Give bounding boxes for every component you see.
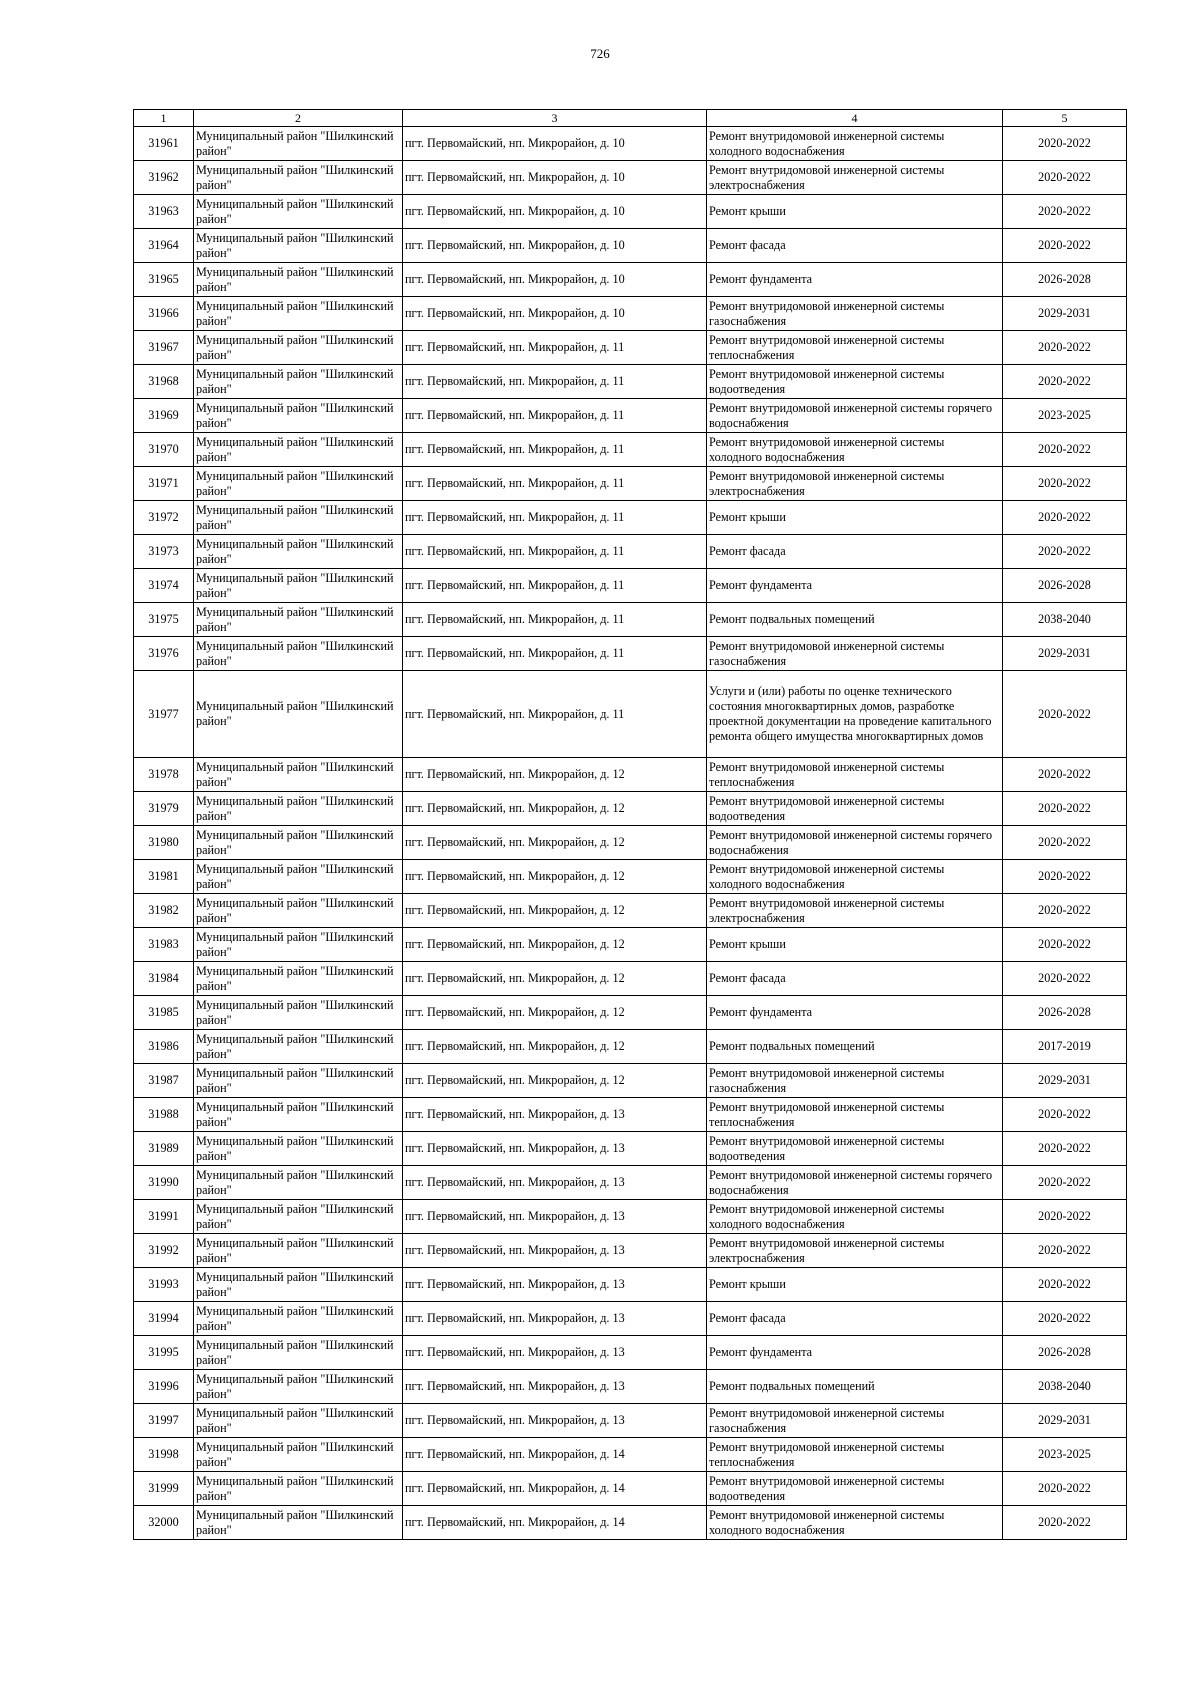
row-number: 31996 bbox=[134, 1370, 194, 1404]
work-type-cell: Ремонт внутридомовой инженерной системы горячего водоснабжения bbox=[707, 399, 1003, 433]
row-number: 31968 bbox=[134, 365, 194, 399]
address-cell: пгт. Первомайский, нп. Микрорайон, д. 10 bbox=[403, 263, 707, 297]
row-number: 31976 bbox=[134, 637, 194, 671]
period-cell: 2029-2031 bbox=[1003, 1064, 1127, 1098]
row-number: 31971 bbox=[134, 467, 194, 501]
address-cell: пгт. Первомайский, нп. Микрорайон, д. 11 bbox=[403, 433, 707, 467]
table-row bbox=[134, 1404, 1127, 1438]
row-number: 31999 bbox=[134, 1472, 194, 1506]
municipality-cell: Муниципальный район "Шилкинский район" bbox=[194, 826, 403, 860]
address-cell: пгт. Первомайский, нп. Микрорайон, д. 12 bbox=[403, 928, 707, 962]
row-number: 31962 bbox=[134, 161, 194, 195]
period-cell: 2026-2028 bbox=[1003, 569, 1127, 603]
period-cell: 2026-2028 bbox=[1003, 1336, 1127, 1370]
row-number: 31964 bbox=[134, 229, 194, 263]
row-number: 31985 bbox=[134, 996, 194, 1030]
table-row bbox=[134, 996, 1127, 1030]
municipality-cell: Муниципальный район "Шилкинский район" bbox=[194, 996, 403, 1030]
address-cell: пгт. Первомайский, нп. Микрорайон, д. 13 bbox=[403, 1336, 707, 1370]
municipality-cell: Муниципальный район "Шилкинский район" bbox=[194, 1268, 403, 1302]
page-number: 726 bbox=[590, 46, 610, 61]
address-cell: пгт. Первомайский, нп. Микрорайон, д. 11 bbox=[403, 467, 707, 501]
table-row bbox=[134, 792, 1127, 826]
period-cell: 2029-2031 bbox=[1003, 637, 1127, 671]
row-number: 31970 bbox=[134, 433, 194, 467]
work-type-cell: Ремонт внутридомовой инженерной системы холодного водоснабжения bbox=[707, 127, 1003, 161]
period-cell: 2017-2019 bbox=[1003, 1030, 1127, 1064]
table-row bbox=[134, 1166, 1127, 1200]
table-body bbox=[134, 127, 1127, 1540]
table-row bbox=[134, 894, 1127, 928]
municipality-cell: Муниципальный район "Шилкинский район" bbox=[194, 365, 403, 399]
row-number: 31984 bbox=[134, 962, 194, 996]
row-number: 31988 bbox=[134, 1098, 194, 1132]
work-type-cell: Ремонт внутридомовой инженерной системы газоснабжения bbox=[707, 1404, 1003, 1438]
row-number: 31981 bbox=[134, 860, 194, 894]
municipality-cell: Муниципальный район "Шилкинский район" bbox=[194, 928, 403, 962]
table-row bbox=[134, 297, 1127, 331]
row-number: 31975 bbox=[134, 603, 194, 637]
row-number: 31972 bbox=[134, 501, 194, 535]
work-type-cell: Ремонт внутридомовой инженерной системы теплоснабжения bbox=[707, 331, 1003, 365]
period-cell: 2020-2022 bbox=[1003, 1302, 1127, 1336]
municipality-cell: Муниципальный район "Шилкинский район" bbox=[194, 535, 403, 569]
row-number: 31967 bbox=[134, 331, 194, 365]
work-type-cell: Ремонт крыши bbox=[707, 1268, 1003, 1302]
period-cell: 2020-2022 bbox=[1003, 826, 1127, 860]
municipality-cell: Муниципальный район "Шилкинский район" bbox=[194, 671, 403, 758]
address-cell: пгт. Первомайский, нп. Микрорайон, д. 11 bbox=[403, 501, 707, 535]
repair-schedule-table bbox=[133, 109, 1127, 1540]
table-row bbox=[134, 1030, 1127, 1064]
row-number: 31987 bbox=[134, 1064, 194, 1098]
address-cell: пгт. Первомайский, нп. Микрорайон, д. 12 bbox=[403, 826, 707, 860]
table-row bbox=[134, 535, 1127, 569]
table-row bbox=[134, 962, 1127, 996]
period-cell: 2020-2022 bbox=[1003, 229, 1127, 263]
address-cell: пгт. Первомайский, нп. Микрорайон, д. 12 bbox=[403, 962, 707, 996]
period-cell: 2023-2025 bbox=[1003, 1438, 1127, 1472]
column-header-3: 3 bbox=[403, 110, 707, 127]
address-cell: пгт. Первомайский, нп. Микрорайон, д. 12 bbox=[403, 1030, 707, 1064]
column-header-2: 2 bbox=[194, 110, 403, 127]
work-type-cell: Ремонт внутридомовой инженерной системы электроснабжения bbox=[707, 467, 1003, 501]
table-row bbox=[134, 127, 1127, 161]
table-row bbox=[134, 1098, 1127, 1132]
work-type-cell: Ремонт внутридомовой инженерной системы электроснабжения bbox=[707, 1234, 1003, 1268]
address-cell: пгт. Первомайский, нп. Микрорайон, д. 13 bbox=[403, 1404, 707, 1438]
municipality-cell: Муниципальный район "Шилкинский район" bbox=[194, 331, 403, 365]
address-cell: пгт. Первомайский, нп. Микрорайон, д. 13 bbox=[403, 1268, 707, 1302]
period-cell: 2020-2022 bbox=[1003, 1472, 1127, 1506]
municipality-cell: Муниципальный район "Шилкинский район" bbox=[194, 161, 403, 195]
address-cell: пгт. Первомайский, нп. Микрорайон, д. 10 bbox=[403, 127, 707, 161]
period-cell: 2020-2022 bbox=[1003, 127, 1127, 161]
work-type-cell: Ремонт фасада bbox=[707, 229, 1003, 263]
municipality-cell: Муниципальный район "Шилкинский район" bbox=[194, 1030, 403, 1064]
work-type-cell: Ремонт внутридомовой инженерной системы водоотведения bbox=[707, 365, 1003, 399]
period-cell: 2038-2040 bbox=[1003, 1370, 1127, 1404]
period-cell: 2020-2022 bbox=[1003, 962, 1127, 996]
address-cell: пгт. Первомайский, нп. Микрорайон, д. 12 bbox=[403, 996, 707, 1030]
column-header-1: 1 bbox=[134, 110, 194, 127]
address-cell: пгт. Первомайский, нп. Микрорайон, д. 11 bbox=[403, 365, 707, 399]
period-cell: 2020-2022 bbox=[1003, 365, 1127, 399]
table-row bbox=[134, 1064, 1127, 1098]
work-type-cell: Ремонт внутридомовой инженерной системы газоснабжения bbox=[707, 1064, 1003, 1098]
table-row bbox=[134, 928, 1127, 962]
work-type-cell: Ремонт внутридомовой инженерной системы теплоснабжения bbox=[707, 1098, 1003, 1132]
table-row bbox=[134, 1132, 1127, 1166]
municipality-cell: Муниципальный район "Шилкинский район" bbox=[194, 501, 403, 535]
row-number: 31995 bbox=[134, 1336, 194, 1370]
row-number: 31991 bbox=[134, 1200, 194, 1234]
period-cell: 2020-2022 bbox=[1003, 894, 1127, 928]
period-cell: 2020-2022 bbox=[1003, 758, 1127, 792]
municipality-cell: Муниципальный район "Шилкинский район" bbox=[194, 894, 403, 928]
period-cell: 2038-2040 bbox=[1003, 603, 1127, 637]
municipality-cell: Муниципальный район "Шилкинский район" bbox=[194, 962, 403, 996]
row-number: 31977 bbox=[134, 671, 194, 758]
period-cell: 2020-2022 bbox=[1003, 331, 1127, 365]
municipality-cell: Муниципальный район "Шилкинский район" bbox=[194, 399, 403, 433]
address-cell: пгт. Первомайский, нп. Микрорайон, д. 11 bbox=[403, 399, 707, 433]
row-number: 31979 bbox=[134, 792, 194, 826]
municipality-cell: Муниципальный район "Шилкинский район" bbox=[194, 1166, 403, 1200]
table-row bbox=[134, 860, 1127, 894]
table-row bbox=[134, 637, 1127, 671]
work-type-cell: Ремонт подвальных помещений bbox=[707, 1370, 1003, 1404]
address-cell: пгт. Первомайский, нп. Микрорайон, д. 14 bbox=[403, 1438, 707, 1472]
table-row bbox=[134, 758, 1127, 792]
address-cell: пгт. Первомайский, нп. Микрорайон, д. 14 bbox=[403, 1506, 707, 1540]
work-type-cell: Ремонт внутридомовой инженерной системы холодного водоснабжения bbox=[707, 1506, 1003, 1540]
row-number: 31997 bbox=[134, 1404, 194, 1438]
row-number: 31989 bbox=[134, 1132, 194, 1166]
municipality-cell: Муниципальный район "Шилкинский район" bbox=[194, 1132, 403, 1166]
municipality-cell: Муниципальный район "Шилкинский район" bbox=[194, 758, 403, 792]
row-number: 31983 bbox=[134, 928, 194, 962]
period-cell: 2020-2022 bbox=[1003, 161, 1127, 195]
period-cell: 2020-2022 bbox=[1003, 433, 1127, 467]
work-type-cell: Ремонт внутридомовой инженерной системы водоотведения bbox=[707, 1132, 1003, 1166]
address-cell: пгт. Первомайский, нп. Микрорайон, д. 11 bbox=[403, 603, 707, 637]
row-number: 31980 bbox=[134, 826, 194, 860]
work-type-cell: Ремонт фасада bbox=[707, 1302, 1003, 1336]
table-row bbox=[134, 826, 1127, 860]
work-type-cell: Ремонт внутридомовой инженерной системы горячего водоснабжения bbox=[707, 1166, 1003, 1200]
table-row bbox=[134, 501, 1127, 535]
period-cell: 2020-2022 bbox=[1003, 671, 1127, 758]
row-number: 31973 bbox=[134, 535, 194, 569]
work-type-cell: Ремонт фасада bbox=[707, 962, 1003, 996]
period-cell: 2020-2022 bbox=[1003, 1166, 1127, 1200]
row-number: 31990 bbox=[134, 1166, 194, 1200]
municipality-cell: Муниципальный район "Шилкинский район" bbox=[194, 1438, 403, 1472]
address-cell: пгт. Первомайский, нп. Микрорайон, д. 11 bbox=[403, 331, 707, 365]
row-number: 31992 bbox=[134, 1234, 194, 1268]
work-type-cell: Ремонт внутридомовой инженерной системы водоотведения bbox=[707, 792, 1003, 826]
municipality-cell: Муниципальный район "Шилкинский район" bbox=[194, 297, 403, 331]
municipality-cell: Муниципальный район "Шилкинский район" bbox=[194, 1336, 403, 1370]
table-row bbox=[134, 1200, 1127, 1234]
address-cell: пгт. Первомайский, нп. Микрорайон, д. 11 bbox=[403, 569, 707, 603]
period-cell: 2023-2025 bbox=[1003, 399, 1127, 433]
period-cell: 2020-2022 bbox=[1003, 535, 1127, 569]
row-number: 31965 bbox=[134, 263, 194, 297]
table-row bbox=[134, 195, 1127, 229]
period-cell: 2020-2022 bbox=[1003, 467, 1127, 501]
address-cell: пгт. Первомайский, нп. Микрорайон, д. 11 bbox=[403, 535, 707, 569]
period-cell: 2020-2022 bbox=[1003, 1234, 1127, 1268]
address-cell: пгт. Первомайский, нп. Микрорайон, д. 12 bbox=[403, 860, 707, 894]
period-cell: 2029-2031 bbox=[1003, 297, 1127, 331]
municipality-cell: Муниципальный район "Шилкинский район" bbox=[194, 467, 403, 501]
municipality-cell: Муниципальный район "Шилкинский район" bbox=[194, 1098, 403, 1132]
address-cell: пгт. Первомайский, нп. Микрорайон, д. 12 bbox=[403, 1064, 707, 1098]
row-number: 31978 bbox=[134, 758, 194, 792]
row-number: 31969 bbox=[134, 399, 194, 433]
column-header-4: 4 bbox=[707, 110, 1003, 127]
table-row bbox=[134, 1268, 1127, 1302]
period-cell: 2020-2022 bbox=[1003, 1268, 1127, 1302]
period-cell: 2026-2028 bbox=[1003, 996, 1127, 1030]
municipality-cell: Муниципальный район "Шилкинский район" bbox=[194, 1302, 403, 1336]
table-row bbox=[134, 1302, 1127, 1336]
table-row bbox=[134, 671, 1127, 758]
row-number: 31998 bbox=[134, 1438, 194, 1472]
work-type-cell: Ремонт крыши bbox=[707, 501, 1003, 535]
period-cell: 2020-2022 bbox=[1003, 1200, 1127, 1234]
work-type-cell: Ремонт подвальных помещений bbox=[707, 603, 1003, 637]
table-row bbox=[134, 1506, 1127, 1540]
table-row bbox=[134, 161, 1127, 195]
address-cell: пгт. Первомайский, нп. Микрорайон, д. 12 bbox=[403, 894, 707, 928]
municipality-cell: Муниципальный район "Шилкинский район" bbox=[194, 1506, 403, 1540]
work-type-cell: Ремонт крыши bbox=[707, 195, 1003, 229]
period-cell: 2026-2028 bbox=[1003, 263, 1127, 297]
work-type-cell: Ремонт внутридомовой инженерной системы газоснабжения bbox=[707, 297, 1003, 331]
table-row bbox=[134, 433, 1127, 467]
work-type-cell: Ремонт внутридомовой инженерной системы теплоснабжения bbox=[707, 758, 1003, 792]
address-cell: пгт. Первомайский, нп. Микрорайон, д. 14 bbox=[403, 1472, 707, 1506]
table-row bbox=[134, 399, 1127, 433]
address-cell: пгт. Первомайский, нп. Микрорайон, д. 10 bbox=[403, 195, 707, 229]
address-cell: пгт. Первомайский, нп. Микрорайон, д. 10 bbox=[403, 229, 707, 263]
municipality-cell: Муниципальный район "Шилкинский район" bbox=[194, 1472, 403, 1506]
municipality-cell: Муниципальный район "Шилкинский район" bbox=[194, 1370, 403, 1404]
work-type-cell: Ремонт фундамента bbox=[707, 263, 1003, 297]
address-cell: пгт. Первомайский, нп. Микрорайон, д. 13 bbox=[403, 1234, 707, 1268]
address-cell: пгт. Первомайский, нп. Микрорайон, д. 13 bbox=[403, 1166, 707, 1200]
table-row bbox=[134, 1234, 1127, 1268]
row-number: 31986 bbox=[134, 1030, 194, 1064]
address-cell: пгт. Первомайский, нп. Микрорайон, д. 11 bbox=[403, 671, 707, 758]
row-number: 31963 bbox=[134, 195, 194, 229]
work-type-cell: Ремонт внутридомовой инженерной системы холодного водоснабжения bbox=[707, 1200, 1003, 1234]
municipality-cell: Муниципальный район "Шилкинский район" bbox=[194, 1064, 403, 1098]
work-type-cell: Ремонт внутридомовой инженерной системы газоснабжения bbox=[707, 637, 1003, 671]
address-cell: пгт. Первомайский, нп. Микрорайон, д. 13 bbox=[403, 1098, 707, 1132]
municipality-cell: Муниципальный район "Шилкинский район" bbox=[194, 860, 403, 894]
row-number: 31994 bbox=[134, 1302, 194, 1336]
municipality-cell: Муниципальный район "Шилкинский район" bbox=[194, 1234, 403, 1268]
municipality-cell: Муниципальный район "Шилкинский район" bbox=[194, 127, 403, 161]
table-row bbox=[134, 1438, 1127, 1472]
row-number: 31966 bbox=[134, 297, 194, 331]
work-type-cell: Услуги и (или) работы по оценке технического состояния многоквартирных домов, разработке проектной документации на проведение капитального ремонта общего имущества многоквартирных домов bbox=[707, 671, 1003, 758]
work-type-cell: Ремонт внутридомовой инженерной системы холодного водоснабжения bbox=[707, 433, 1003, 467]
header-row bbox=[134, 110, 1127, 127]
period-cell: 2020-2022 bbox=[1003, 195, 1127, 229]
work-type-cell: Ремонт подвальных помещений bbox=[707, 1030, 1003, 1064]
work-type-cell: Ремонт внутридомовой инженерной системы электроснабжения bbox=[707, 161, 1003, 195]
table-row bbox=[134, 331, 1127, 365]
municipality-cell: Муниципальный район "Шилкинский район" bbox=[194, 263, 403, 297]
address-cell: пгт. Первомайский, нп. Микрорайон, д. 13 bbox=[403, 1302, 707, 1336]
table-row bbox=[134, 467, 1127, 501]
period-cell: 2020-2022 bbox=[1003, 792, 1127, 826]
period-cell: 2020-2022 bbox=[1003, 1132, 1127, 1166]
municipality-cell: Муниципальный район "Шилкинский район" bbox=[194, 603, 403, 637]
table-row bbox=[134, 1370, 1127, 1404]
municipality-cell: Муниципальный район "Шилкинский район" bbox=[194, 1404, 403, 1438]
municipality-cell: Муниципальный район "Шилкинский район" bbox=[194, 569, 403, 603]
work-type-cell: Ремонт фасада bbox=[707, 535, 1003, 569]
work-type-cell: Ремонт внутридомовой инженерной системы холодного водоснабжения bbox=[707, 860, 1003, 894]
address-cell: пгт. Первомайский, нп. Микрорайон, д. 13 bbox=[403, 1132, 707, 1166]
address-cell: пгт. Первомайский, нп. Микрорайон, д. 12 bbox=[403, 758, 707, 792]
period-cell: 2020-2022 bbox=[1003, 1098, 1127, 1132]
work-type-cell: Ремонт фундамента bbox=[707, 996, 1003, 1030]
work-type-cell: Ремонт внутридомовой инженерной системы водоотведения bbox=[707, 1472, 1003, 1506]
period-cell: 2020-2022 bbox=[1003, 1506, 1127, 1540]
period-cell: 2020-2022 bbox=[1003, 928, 1127, 962]
work-type-cell: Ремонт фундамента bbox=[707, 1336, 1003, 1370]
period-cell: 2029-2031 bbox=[1003, 1404, 1127, 1438]
period-cell: 2020-2022 bbox=[1003, 501, 1127, 535]
row-number: 31982 bbox=[134, 894, 194, 928]
table-row bbox=[134, 229, 1127, 263]
address-cell: пгт. Первомайский, нп. Микрорайон, д. 11 bbox=[403, 637, 707, 671]
work-type-cell: Ремонт фундамента bbox=[707, 569, 1003, 603]
table-row bbox=[134, 603, 1127, 637]
table-row bbox=[134, 569, 1127, 603]
table-header bbox=[134, 110, 1127, 127]
municipality-cell: Муниципальный район "Шилкинский район" bbox=[194, 1200, 403, 1234]
table-row bbox=[134, 1336, 1127, 1370]
municipality-cell: Муниципальный район "Шилкинский район" bbox=[194, 637, 403, 671]
address-cell: пгт. Первомайский, нп. Микрорайон, д. 10 bbox=[403, 161, 707, 195]
period-cell: 2020-2022 bbox=[1003, 860, 1127, 894]
row-number: 31993 bbox=[134, 1268, 194, 1302]
address-cell: пгт. Первомайский, нп. Микрорайон, д. 13 bbox=[403, 1200, 707, 1234]
work-type-cell: Ремонт крыши bbox=[707, 928, 1003, 962]
municipality-cell: Муниципальный район "Шилкинский район" bbox=[194, 229, 403, 263]
column-header-5: 5 bbox=[1003, 110, 1127, 127]
municipality-cell: Муниципальный район "Шилкинский район" bbox=[194, 792, 403, 826]
address-cell: пгт. Первомайский, нп. Микрорайон, д. 10 bbox=[403, 297, 707, 331]
row-number: 31974 bbox=[134, 569, 194, 603]
municipality-cell: Муниципальный район "Шилкинский район" bbox=[194, 433, 403, 467]
table-row bbox=[134, 263, 1127, 297]
row-number: 32000 bbox=[134, 1506, 194, 1540]
address-cell: пгт. Первомайский, нп. Микрорайон, д. 13 bbox=[403, 1370, 707, 1404]
work-type-cell: Ремонт внутридомовой инженерной системы электроснабжения bbox=[707, 894, 1003, 928]
work-type-cell: Ремонт внутридомовой инженерной системы теплоснабжения bbox=[707, 1438, 1003, 1472]
work-type-cell: Ремонт внутридомовой инженерной системы горячего водоснабжения bbox=[707, 826, 1003, 860]
table-row bbox=[134, 1472, 1127, 1506]
row-number: 31961 bbox=[134, 127, 194, 161]
municipality-cell: Муниципальный район "Шилкинский район" bbox=[194, 195, 403, 229]
table-row bbox=[134, 365, 1127, 399]
address-cell: пгт. Первомайский, нп. Микрорайон, д. 12 bbox=[403, 792, 707, 826]
